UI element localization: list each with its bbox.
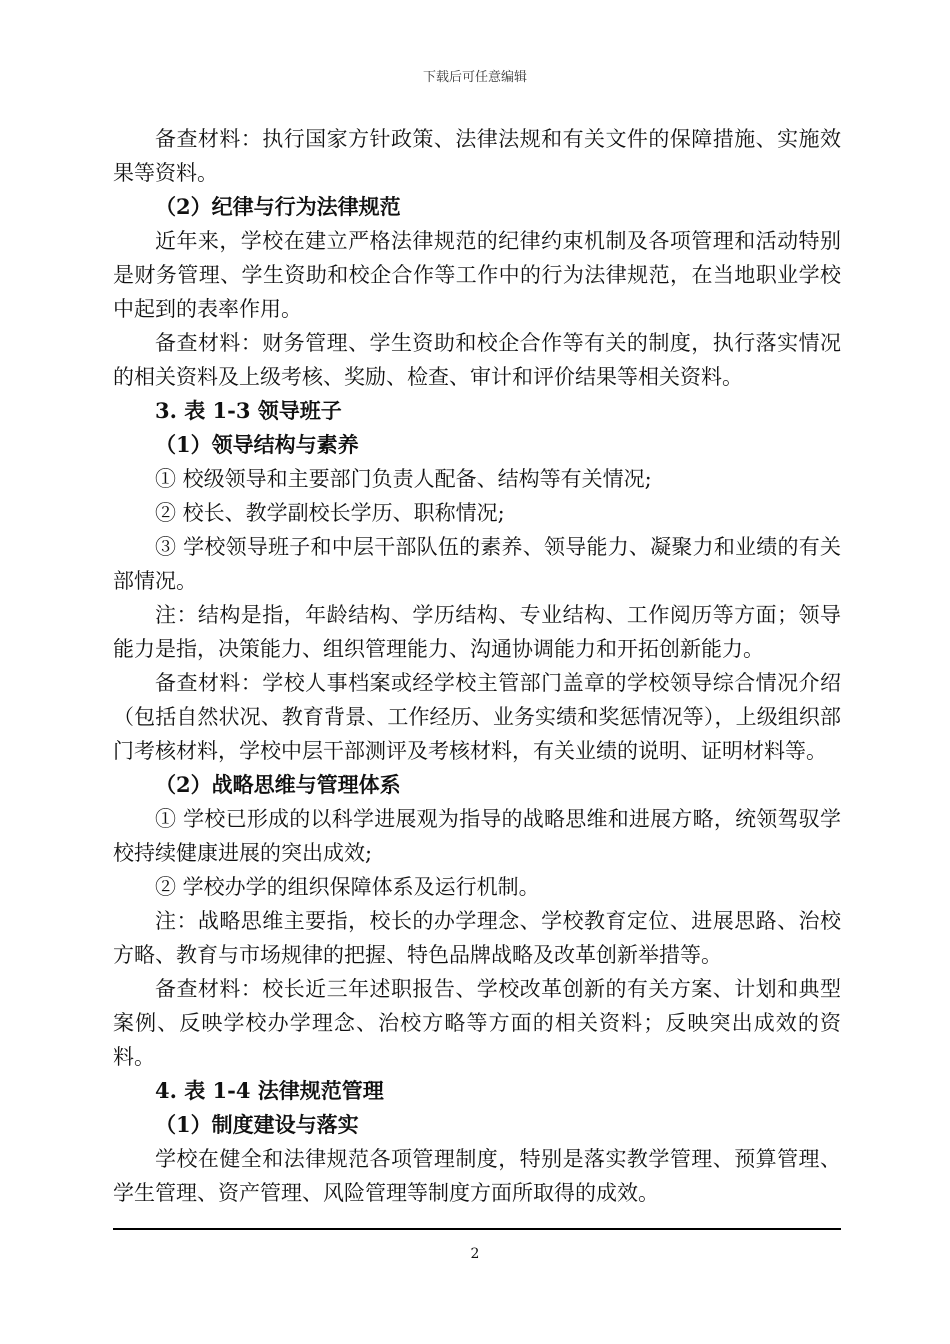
paragraph: 注：战略思维主要指，校长的办学理念、学校教育定位、进展思路、治校方略、教育与市场规律的把握、特色品牌战略及改革创新举措等。 xyxy=(113,909,841,967)
section-heading: （1）领导结构与素养 xyxy=(155,432,359,457)
section-heading: 3. 表 1-3 领导班子 xyxy=(155,398,342,423)
paragraph: 学校在健全和法律规范各项管理制度，特别是落实教学管理、预算管理、学生管理、资产管理、风险管理等制度方面所取得的成效。 xyxy=(113,1147,841,1205)
page-number: 2 xyxy=(470,1246,480,1262)
paragraph: 备查材料：财务管理、学生资助和校企合作等有关的制度，执行落实情况的相关资料及上级考核、奖励、检查、审计和评价结果等相关资料。 xyxy=(113,331,841,389)
page-header: 下载后可任意编辑 xyxy=(422,70,527,85)
section-heading: （2）纪律与行为法律规范 xyxy=(155,194,401,219)
section-heading: （1）制度建设与落实 xyxy=(155,1112,359,1137)
paragraph: ② 学校办学的组织保障体系及运行机制。 xyxy=(155,875,540,899)
document-body xyxy=(113,122,841,1210)
paragraph: ① 校级领导和主要部门负责人配备、结构等有关情况; xyxy=(155,467,652,491)
paragraph: 备查材料：执行国家方针政策、法律法规和有关文件的保障措施、实施效果等资料。 xyxy=(113,127,841,185)
paragraph: ② 校长、教学副校长学历、职称情况; xyxy=(155,501,505,525)
footer-divider xyxy=(113,1228,841,1230)
paragraph: 备查材料：学校人事档案或经学校主管部门盖章的学校领导综合情况介绍（包括自然状况、教育背景、工作经历、业务实绩和奖惩情况等），上级组织部门考核材料，学校中层干部测评及考核材料，有关业绩的说明、证明材料等。 xyxy=(113,671,841,763)
paragraph: 注：结构是指，年龄结构、学历结构、专业结构、工作阅历等方面；领导能力是指，决策能力、组织管理能力、沟通协调能力和开拓创新能力。 xyxy=(113,603,841,661)
section-heading: 4. 表 1-4 法律规范管理 xyxy=(155,1078,384,1103)
paragraph: ① 学校已形成的以科学进展观为指导的战略思维和进展方略，统领驾驭学校持续健康进展的突出成效; xyxy=(113,807,841,865)
section-heading: （2）战略思维与管理体系 xyxy=(155,772,401,797)
paragraph: 备查材料：校长近三年述职报告、学校改革创新的有关方案、计划和典型案例、反映学校办学理念、治校方略等方面的相关资料；反映突出成效的资料。 xyxy=(113,977,841,1069)
paragraph: ③ 学校领导班子和中层干部队伍的素养、领导能力、凝聚力和业绩的有关部情况。 xyxy=(113,535,841,593)
paragraph: 近年来，学校在建立严格法律规范的纪律约束机制及各项管理和活动特别是财务管理、学生资助和校企合作等工作中的行为法律规范，在当地职业学校中起到的表率作用。 xyxy=(113,229,841,321)
